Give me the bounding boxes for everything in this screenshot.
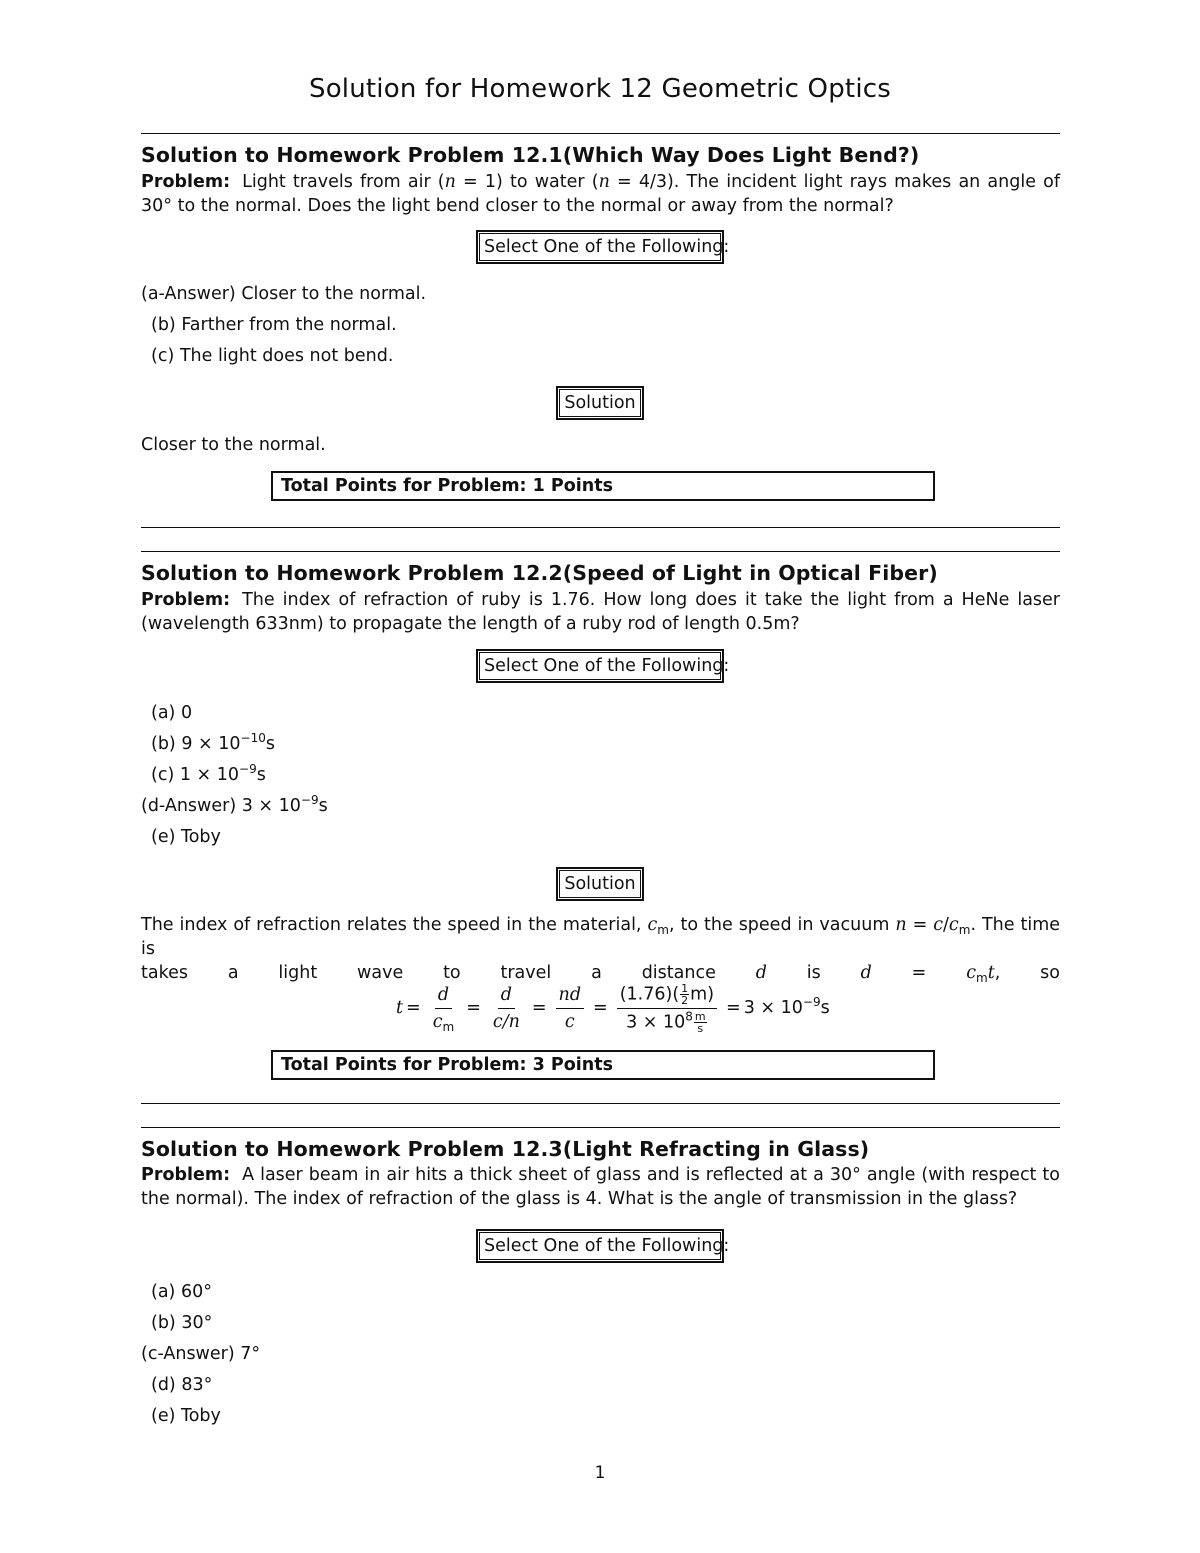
answer-option[interactable]: (c-Answer) 7° [141, 1344, 261, 1364]
select-one-box: Select One of the Following: [476, 230, 724, 264]
points-box: Total Points for Problem: 3 Points [271, 1050, 935, 1080]
solution-text: Closer to the normal. [141, 435, 326, 455]
select-one-box: Select One of the Following: [476, 1229, 724, 1263]
solution-box: Solution [556, 386, 644, 420]
answer-option[interactable]: (e) Toby [151, 1406, 221, 1426]
answer-option[interactable]: (b) Farther from the normal. [151, 315, 397, 335]
section-divider [141, 133, 1060, 134]
select-one-box: Select One of the Following: [476, 649, 724, 683]
problem-statement [141, 1163, 1060, 1211]
answer-option[interactable]: (c) $1 \times 10^{-9}s$ [151, 762, 266, 785]
problem-heading: Solution to Homework Problem 12.1(Which Way Does Light Bend?) [141, 143, 920, 167]
section-divider [141, 551, 1060, 552]
solution-equation: t = $\frac{d}{c_m}$ = $\frac{d}{c/n}$ = $\frac{nd}{c}$ = (1.76)( $\frac{1}{2}$ m) $3 \times 10^8$ $\frac{m}{s}$ = $3 \times 10^{-9}s$ [396, 981, 830, 1035]
problem-statement [141, 588, 1060, 636]
problem-label: Problem: [141, 590, 231, 610]
problem-heading: Solution to Homework Problem 12.3(Light Refracting in Glass) [141, 1137, 870, 1161]
answer-option[interactable]: (a) 60° [151, 1282, 212, 1302]
answer-option[interactable]: (c) The light does not bend. [151, 346, 394, 366]
problem-label: Problem: [141, 1165, 231, 1185]
section-divider [141, 1103, 1060, 1104]
solution-text: The index of refraction relates the speed in the material, $c_m$, to the speed in vacuum $n = c/c_m$. The time is takes a light wave to travel a distance d is $d = c_mt$, so [141, 915, 1061, 985]
answer-option[interactable]: (a-Answer) Closer to the normal. [141, 284, 427, 304]
page-title: Solution for Homework 12 Geometric Optics [309, 74, 891, 104]
answer-option[interactable]: (a) 0 [151, 703, 193, 723]
answer-option[interactable]: (e) Toby [151, 827, 221, 847]
problem-text: The index of refraction of ruby is 1.76. How long does it take the light from a HeNe laser (wavelength 633nm) to propagate the length of a ruby rod of length 0.5m? [141, 590, 1060, 634]
solution-box: Solution [556, 867, 644, 901]
points-box: Total Points for Problem: 1 Points [271, 471, 935, 501]
answer-option[interactable]: (b) 30° [151, 1313, 213, 1333]
page-number: 1 [594, 1463, 606, 1483]
problem-text: A laser beam in air hits a thick sheet of glass and is reflected at a 30° angle (with respect to the normal). The index of refraction of the glass is 4. What is the angle of transmission in the glass? [141, 1165, 1060, 1209]
answer-option[interactable]: (b) $9 \times 10^{-10}s$ [151, 731, 275, 754]
answer-option[interactable]: (d-Answer) $3 \times 10^{-9}s$ [141, 793, 328, 816]
answer-option[interactable]: (d) 83° [151, 1375, 213, 1395]
problem-heading: Solution to Homework Problem 12.2(Speed of Light in Optical Fiber) [141, 561, 938, 585]
problem-label: Problem: [141, 172, 231, 192]
section-divider [141, 1127, 1060, 1128]
section-divider [141, 527, 1060, 528]
problem-statement: Problem: Light travels from air (n = 1) to water (n = 4/3). The incident light rays makes an angle of 30° to the normal. Does the light bend closer to the normal or away from the normal? [141, 172, 1060, 216]
